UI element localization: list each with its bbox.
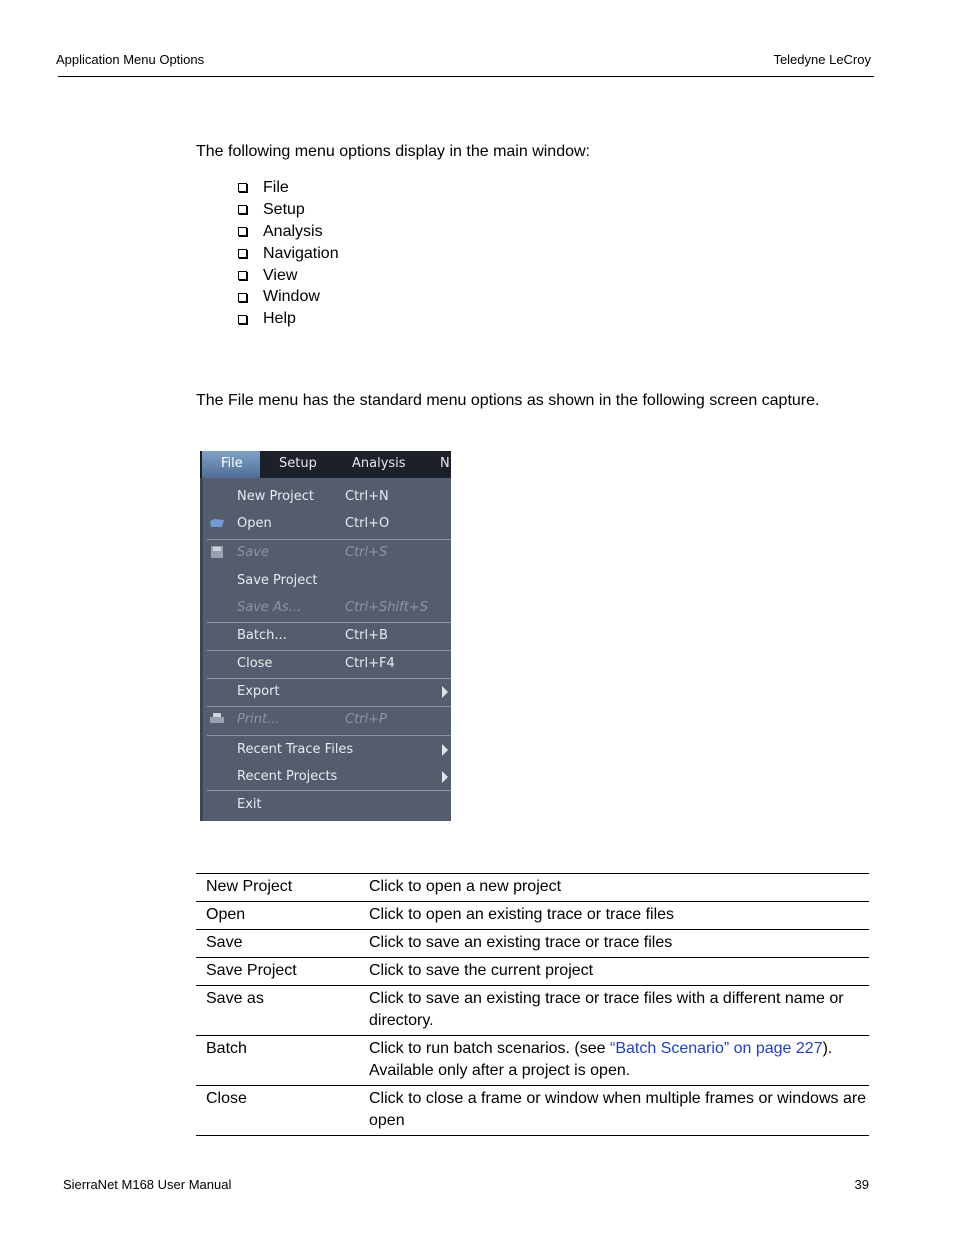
list-item: View: [236, 265, 339, 287]
checkbox-bullet-icon: [238, 227, 247, 236]
list-item: Analysis: [236, 221, 339, 243]
list-item: Help: [236, 308, 339, 330]
option-description: Click to open a new project: [359, 874, 869, 902]
checkbox-bullet-icon: [238, 293, 247, 302]
menu-item-open[interactable]: Open Ctrl+O: [207, 511, 451, 537]
option-description: Click to open an existing trace or trace files: [359, 902, 869, 930]
menu-item-exit[interactable]: Exit: [237, 797, 262, 812]
option-description: Click to save an existing trace or trace files with a different name or directory.: [359, 986, 869, 1036]
menu-item-save[interactable]: Save Ctrl+S: [207, 540, 451, 566]
running-header-company: Teledyne LeCroy: [773, 52, 871, 67]
option-name: Save Project: [196, 958, 359, 986]
table-row: [196, 930, 869, 958]
table-row: [196, 1036, 869, 1086]
file-menu-options-table: [196, 873, 869, 1136]
footer-manual-title: SierraNet M168 User Manual: [63, 1177, 232, 1192]
list-item: Window: [236, 286, 339, 308]
checkbox-bullet-icon: [238, 315, 247, 324]
list-item: Navigation: [236, 243, 339, 265]
table-row: [196, 874, 869, 902]
table-row: [196, 1086, 869, 1136]
intro-paragraph: The following menu options display in the main window:: [196, 143, 590, 160]
menu-item-batch[interactable]: Batch... Ctrl+B: [237, 628, 388, 643]
menubar-analysis[interactable]: Analysis: [352, 456, 406, 471]
submenu-arrow-icon: [442, 744, 448, 756]
disk-icon: [210, 546, 224, 558]
submenu-arrow-icon: [442, 686, 448, 698]
folder-icon: [210, 518, 224, 528]
option-description: Click to close a frame or window when multiple frames or windows are open: [359, 1086, 869, 1136]
batch-scenario-link[interactable]: “Batch Scenario” on page 227: [610, 1040, 823, 1057]
menu-separator: [207, 735, 451, 736]
menubar-setup[interactable]: Setup: [279, 456, 317, 471]
printer-icon: [210, 713, 224, 725]
main-menu-list: [236, 177, 339, 330]
menubar-navigation[interactable]: N: [440, 456, 450, 471]
checkbox-bullet-icon: [238, 271, 247, 280]
menu-item-close[interactable]: Close Ctrl+F4: [237, 656, 395, 671]
option-name: Batch: [196, 1036, 359, 1086]
menu-item-new-project[interactable]: New Project Ctrl+N: [237, 489, 389, 504]
checkbox-bullet-icon: [238, 183, 247, 192]
menubar: [200, 451, 451, 478]
list-item: Setup: [236, 199, 339, 221]
checkbox-bullet-icon: [238, 205, 247, 214]
option-name: Close: [196, 1086, 359, 1136]
option-name: Save as: [196, 986, 359, 1036]
menu-icon-gutter: [200, 478, 203, 821]
option-description: Click to save an existing trace or trace files: [359, 930, 869, 958]
menu-item-export[interactable]: Export: [207, 679, 451, 705]
table-row: [196, 902, 869, 930]
submenu-arrow-icon: [442, 771, 448, 783]
menu-separator: [207, 790, 451, 791]
option-description: Click to run batch scenarios. (see “Batch Scenario” on page 227). Available only after a project is open.: [359, 1036, 869, 1086]
table-row: [196, 958, 869, 986]
option-description: Click to save the current project: [359, 958, 869, 986]
header-rule: [58, 76, 874, 77]
option-name: Open: [196, 902, 359, 930]
file-menu-screenshot: [200, 451, 451, 821]
menu-item-recent-trace-files[interactable]: Recent Trace Files: [207, 737, 451, 763]
running-header-section: Application Menu Options: [56, 52, 205, 67]
checkbox-bullet-icon: [238, 249, 247, 258]
list-item: File: [236, 177, 339, 199]
option-name: New Project: [196, 874, 359, 902]
menu-item-print[interactable]: Print... Ctrl+P: [207, 707, 451, 733]
menubar-file[interactable]: File: [202, 451, 260, 478]
file-menu-paragraph: The File menu has the standard menu options as shown in the following screen capture.: [196, 392, 820, 409]
menu-item-recent-projects[interactable]: Recent Projects: [207, 764, 451, 790]
menu-item-save-as[interactable]: Save As... Ctrl+Shift+S: [237, 600, 428, 615]
page-number: 39: [854, 1177, 869, 1192]
menu-item-save-project[interactable]: Save Project: [237, 573, 318, 588]
table-row: [196, 986, 869, 1036]
option-name: Save: [196, 930, 359, 958]
